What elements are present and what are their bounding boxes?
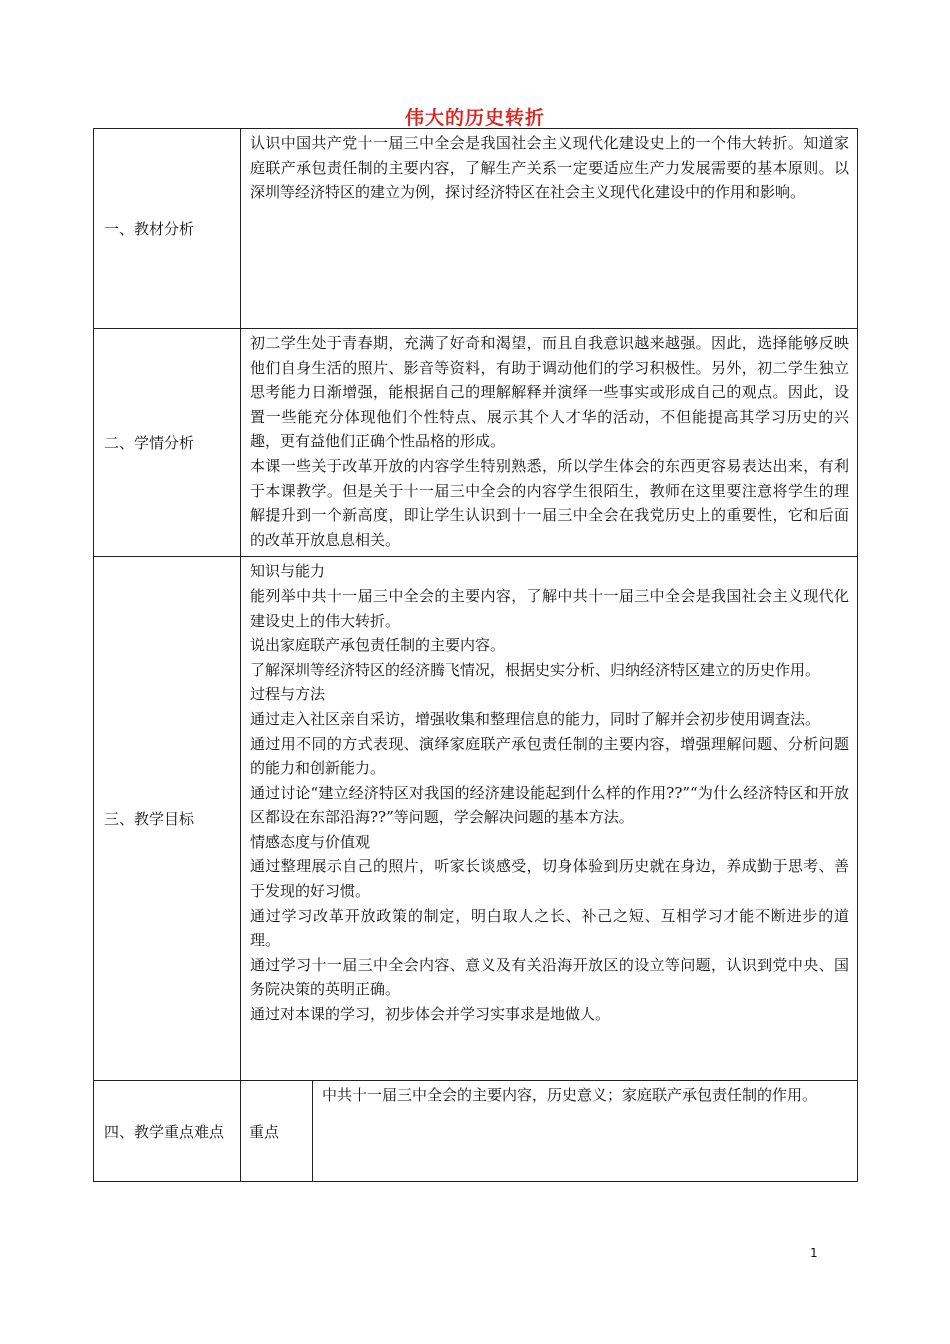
goal-heading: 知识与能力	[250, 562, 326, 581]
student-analysis-content	[241, 329, 857, 556]
goal-item: 通过学习改革开放政策的制定，明白取人之长、补己之短、互相学习才能不断进步的道理。	[250, 906, 850, 950]
goal-heading: 情感态度与价值观	[250, 832, 371, 851]
teaching-goals-content	[241, 557, 857, 1030]
row-teaching-goals	[94, 557, 858, 1081]
goal-item: 通过走入社区亲自采访，增强收集和整理信息的能力，同时了解并会初步使用调查法。	[250, 709, 821, 728]
student-analysis-paragraph: 本课一些关于改革开放的内容学生特别熟悉，所以学生体会的东西更容易表达出来，有利于本课教学。但是关于十一届三中全会的内容学生很陌生，教师在这里要注意将学生的理解提升到一个新高度，即让学生认识到十一届三中全会在我党历史上的重要性，它和后面的改革开放息息相关。	[250, 456, 850, 549]
goal-item: 通过整理展示自己的照片，听家长谈感受，切身体验到历史就在身边，养成勤于思考、善于发现的好习惯。	[250, 857, 850, 901]
goal-item: 通过讨论“建立经济特区对我国的经济建设能起到什么样的作用??”“为什么经济特区和开放区都设在东部沿海??”等问题，学会解决问题的基本方法。	[250, 783, 850, 827]
key-points-text: 中共十一届三中全会的主要内容，历史意义；家庭联产承包责任制的作用。	[322, 1086, 818, 1105]
goal-heading: 过程与方法	[250, 685, 326, 704]
row-student-analysis	[94, 329, 858, 557]
textbook-analysis-paragraph: 认识中国共产党十一届三中全会是我国社会主义现代化建设史上的一个伟大转折。知道家庭联产承包责任制的主要内容，了解生产关系一定要适应生产力发展需要的基本原则。以深圳等经济特区的建立为例，探讨经济特区在社会主义现代化建设中的作用和影响。	[250, 134, 850, 202]
page-number: 1	[810, 1246, 818, 1260]
key-points-label: 四、教学重点难点	[94, 1081, 241, 1182]
goal-item: 通过对本课的学习，初步体会并学习实事求是地做人。	[250, 1005, 611, 1024]
student-analysis-label: 二、学情分析	[94, 329, 241, 557]
textbook-analysis-content	[241, 129, 857, 209]
document-title: 伟大的历史转折	[404, 107, 545, 129]
goal-item: 通过学习十一届三中全会内容、意义及有关沿海开放区的设立等问题，认识到党中央、国务院决策的英明正确。	[250, 955, 850, 999]
textbook-analysis-label: 一、教材分析	[94, 129, 241, 329]
row-key-points	[94, 1081, 858, 1182]
goal-item: 说出家庭联产承包责任制的主要内容。	[250, 636, 506, 655]
row-textbook-analysis	[94, 129, 858, 329]
goal-item: 通过用不同的方式表现、演绎家庭联产承包责任制的主要内容，增强理解问题、分析问题的能力和创新能力。	[250, 734, 850, 778]
key-points-sub-label: 重点	[241, 1081, 313, 1182]
goal-item: 了解深圳等经济特区的经济腾飞情况，根据史实分析、归纳经济特区建立的历史作用。	[250, 660, 821, 679]
key-points-content	[313, 1081, 857, 1112]
student-analysis-paragraph: 初二学生处于青春期，充满了好奇和渴望，而且自我意识越来越强。因此，选择能够反映他们自身生活的照片、影音等资料，有助于调动他们的学习积极性。另外，初二学生独立思考能力日渐增强，能根据自己的理解解释并演绎一些事实或形成自己的观点。因此，设置一些能充分体现他们个性特点、展示其个人才华的活动，不但能提高其学习历史的兴趣，更有益他们正确个性品格的形成。	[250, 334, 850, 451]
goal-item: 能列举中共十一届三中全会的主要内容，了解中共十一届三中全会是我国社会主义现代化建设史上的伟大转折。	[250, 586, 850, 630]
lesson-plan-table	[93, 128, 858, 1182]
teaching-goals-label: 三、教学目标	[94, 557, 241, 1081]
